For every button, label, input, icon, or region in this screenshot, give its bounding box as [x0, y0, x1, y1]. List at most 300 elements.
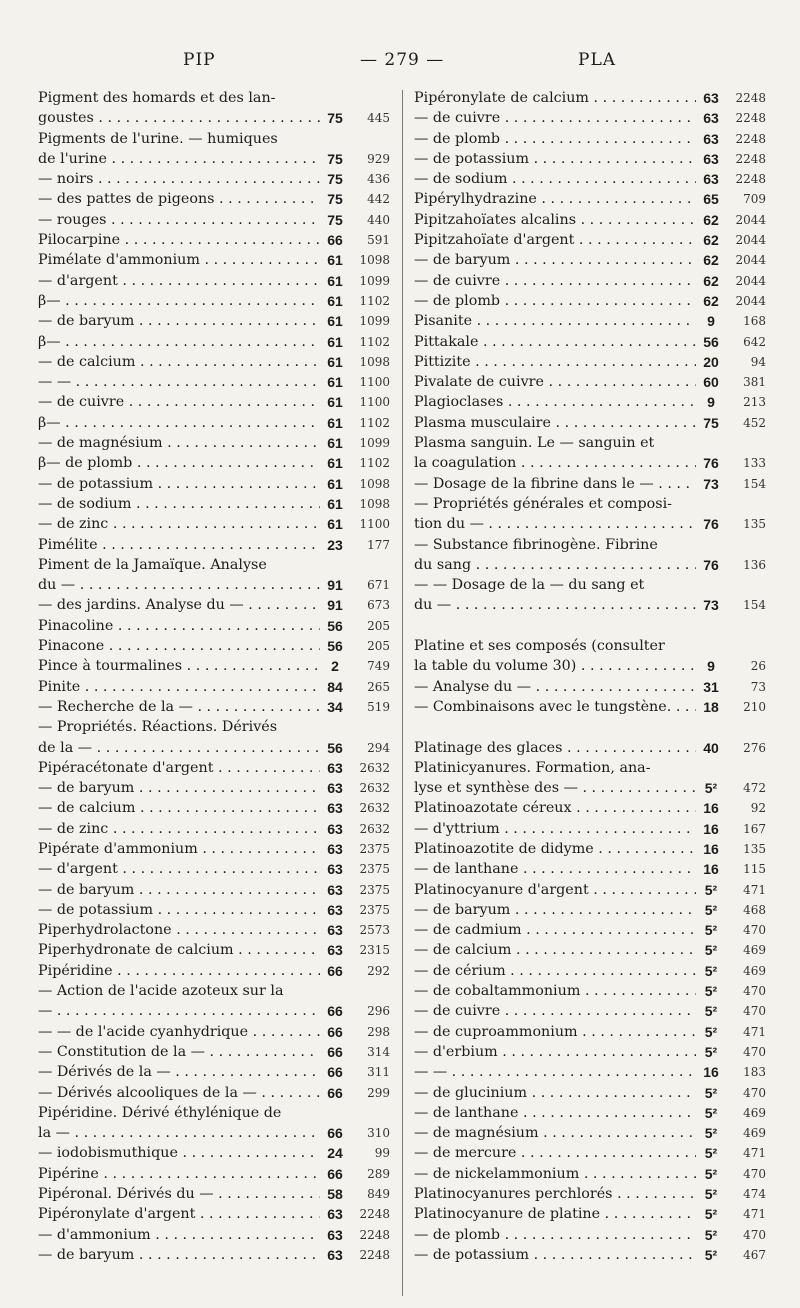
index-entry	[414, 1164, 766, 1184]
entry-term: Pinacoline	[38, 617, 114, 634]
entry-volume: 62	[703, 232, 719, 249]
index-entry	[38, 961, 390, 981]
index-entry	[38, 1042, 390, 1062]
entry-page: 671	[367, 578, 390, 593]
entry-volume: 61	[327, 455, 343, 472]
entry-term: — de sodium	[414, 171, 508, 188]
entry-term: — de sodium	[38, 495, 132, 512]
entry-term: Pisanite	[414, 313, 473, 330]
entry-term: — des pattes de pigeons	[38, 191, 215, 208]
index-entry	[414, 169, 766, 189]
entry-volume: 5²	[704, 1246, 718, 1263]
entry-page: 709	[743, 192, 766, 207]
entry-volume: 2	[331, 658, 339, 675]
entry-page: 470	[743, 1044, 766, 1059]
entry-term: de l'urine	[38, 150, 107, 167]
entry-page: 2248	[735, 151, 766, 166]
entry-volume: 63	[327, 780, 343, 797]
entry-volume: 61	[327, 252, 343, 269]
entry-volume: 62	[703, 272, 719, 289]
entry-volume: 91	[327, 597, 343, 614]
index-entry	[414, 575, 766, 595]
index-entry	[38, 656, 390, 676]
entry-term: Pivalate de cuivre	[414, 374, 544, 391]
entry-volume: 5²	[704, 1206, 718, 1223]
entry-term: — de baryum	[414, 901, 511, 918]
entry-page: 94	[750, 354, 766, 369]
entry-term: — de cuivre	[38, 394, 125, 411]
entry-page: 471	[743, 1024, 766, 1039]
index-entry	[414, 250, 766, 270]
index-entry	[38, 129, 390, 149]
entry-volume: 16	[703, 800, 719, 817]
entry-term: — de lanthane	[414, 1104, 519, 1121]
index-entry	[38, 1245, 390, 1265]
entry-page: 168	[743, 314, 766, 329]
entry-page: 299	[367, 1085, 390, 1100]
entry-term: — —	[414, 1064, 448, 1081]
index-entry	[414, 1001, 766, 1021]
entry-term: Pimélate d'ammonium	[38, 252, 200, 269]
entry-page: 470	[743, 1085, 766, 1100]
entry-term: Pipéronylate d'argent	[38, 1206, 196, 1223]
entry-term: Pipitzahoïate d'argent	[414, 232, 575, 249]
entry-volume: 58	[327, 1186, 343, 1203]
entry-term: — de cérium	[414, 962, 506, 979]
entry-volume: 16	[703, 1064, 719, 1081]
entry-page: 452	[743, 415, 766, 430]
entry-page: 1098	[359, 354, 390, 369]
entry-term: Plasma sanguin. Le — sanguin et	[414, 435, 655, 452]
entry-volume: 5²	[704, 780, 718, 797]
entry-page: 467	[743, 1247, 766, 1262]
entry-page: 1099	[359, 273, 390, 288]
entry-volume: 62	[703, 292, 719, 309]
entry-page: 442	[367, 192, 390, 207]
index-entry	[38, 920, 390, 940]
entry-page: 1100	[359, 395, 390, 410]
index-entry	[38, 798, 390, 818]
entry-term: — de potassium	[414, 150, 530, 167]
index-entry	[414, 900, 766, 920]
entry-term: — de lanthane	[414, 861, 519, 878]
entry-volume: 5²	[704, 1084, 718, 1101]
entry-volume: 63	[703, 110, 719, 127]
entry-page: 2375	[359, 841, 390, 856]
entry-page: 167	[743, 821, 766, 836]
entry-volume: 63	[327, 901, 343, 918]
entry-page: 2632	[359, 801, 390, 816]
entry-page: 292	[367, 963, 390, 978]
entry-term: — d'ammonium	[38, 1226, 151, 1243]
entry-term: Pipérate d'ammonium	[38, 840, 198, 857]
entry-page: 2375	[359, 862, 390, 877]
entry-term: Platinicyanures. Formation, ana-	[414, 759, 651, 776]
entry-volume: 61	[327, 495, 343, 512]
entry-term: Platinocyanure d'argent	[414, 881, 589, 898]
index-entry	[414, 1103, 766, 1123]
entry-page: 472	[743, 781, 766, 796]
entry-volume: 66	[327, 1165, 343, 1182]
entry-page: 314	[367, 1044, 390, 1059]
entry-page: 470	[743, 923, 766, 938]
index-entry	[38, 474, 390, 494]
entry-volume: 75	[327, 191, 343, 208]
entry-page: 183	[743, 1065, 766, 1080]
entry-term: — de calcium	[38, 353, 136, 370]
index-entry	[38, 575, 390, 595]
entry-page: 2315	[359, 943, 390, 958]
entry-page: 2044	[735, 273, 766, 288]
entry-page: 929	[367, 151, 390, 166]
entry-volume: 5²	[704, 962, 718, 979]
entry-term: Pipéronylate de calcium	[414, 90, 589, 106]
entry-term: — de mercure	[414, 1145, 517, 1162]
entry-page: 73	[750, 679, 766, 694]
index-entry	[38, 1001, 390, 1021]
index-entry	[38, 108, 390, 128]
entry-volume: 5²	[704, 1165, 718, 1182]
index-entry	[414, 271, 766, 291]
entry-term: — de baryum	[38, 1246, 135, 1263]
entry-volume: 61	[327, 333, 343, 350]
entry-term: Pinacone	[38, 638, 105, 655]
entry-volume: 61	[327, 394, 343, 411]
entry-term: —	[38, 1003, 53, 1020]
entry-term: — de potassium	[414, 1246, 530, 1263]
entry-term: Pipérylhydrazine	[414, 191, 537, 208]
entry-term: — de cuivre	[414, 110, 501, 127]
entry-volume: 61	[327, 374, 343, 391]
entry-term: du sang	[414, 556, 472, 573]
entry-page: 673	[367, 598, 390, 613]
entry-volume: 75	[327, 150, 343, 167]
index-entry	[38, 494, 390, 514]
entry-page: 265	[367, 679, 390, 694]
entry-page: 470	[743, 1166, 766, 1181]
entry-page: 849	[367, 1187, 390, 1202]
entry-volume: 66	[327, 1125, 343, 1142]
entry-page: 2632	[359, 760, 390, 775]
entry-volume: 63	[327, 820, 343, 837]
entry-term: — Dérivés de la —	[38, 1064, 171, 1081]
entry-volume: 66	[327, 232, 343, 249]
entry-volume: 5²	[704, 1023, 718, 1040]
index-entry	[414, 332, 766, 352]
entry-term: — de zinc	[38, 820, 109, 837]
entry-page: 99	[374, 1146, 390, 1161]
index-entry	[38, 1123, 390, 1143]
index-entry	[38, 1204, 390, 1224]
entry-term: — Analyse du —	[414, 678, 532, 695]
index-entry	[414, 555, 766, 575]
entry-page: 471	[743, 1207, 766, 1222]
entry-page: 1102	[359, 334, 390, 349]
entry-volume: 66	[327, 1043, 343, 1060]
index-entry	[414, 1083, 766, 1103]
entry-term: — Substance fibrinogène. Fibrine	[414, 536, 658, 553]
entry-term: — de baryum	[414, 252, 511, 269]
entry-page: 115	[743, 862, 766, 877]
entry-term: du —	[414, 597, 452, 614]
index-entry	[38, 210, 390, 230]
entry-term: — de cobaltammonium	[414, 983, 581, 1000]
entry-term: — d'argent	[38, 272, 118, 289]
page-number: — 279 —	[360, 50, 445, 70]
entry-page: 469	[743, 943, 766, 958]
index-entry	[38, 189, 390, 209]
entry-term: Piperhydrolactone	[38, 922, 172, 939]
header-right-guide-word: PLA	[578, 50, 617, 70]
index-entry	[414, 798, 766, 818]
entry-volume: 5²	[704, 1003, 718, 1020]
entry-term: — de plomb	[414, 1226, 501, 1243]
entry-volume: 5²	[704, 1104, 718, 1121]
entry-volume: 63	[703, 90, 719, 106]
index-entry	[38, 940, 390, 960]
index-entry	[38, 981, 390, 1001]
entry-term: Pinite	[38, 678, 81, 695]
index-entry	[38, 616, 390, 636]
index-column-right	[414, 88, 766, 1265]
entry-term: — d'argent	[38, 861, 118, 878]
entry-term: — de plomb	[414, 292, 501, 309]
entry-term: — de potassium	[38, 475, 154, 492]
entry-volume: 18	[703, 698, 719, 715]
entry-volume: 5²	[704, 922, 718, 939]
entry-volume: 16	[703, 861, 719, 878]
index-entry	[414, 149, 766, 169]
index-entry	[38, 1062, 390, 1082]
entry-volume: 63	[327, 861, 343, 878]
entry-page: 591	[367, 233, 390, 248]
index-entry	[414, 758, 766, 778]
index-entry	[38, 758, 390, 778]
index-entry	[414, 1225, 766, 1245]
entry-page: 210	[743, 699, 766, 714]
entry-page: 469	[743, 1126, 766, 1141]
index-entry	[38, 555, 390, 575]
entry-term: — Propriétés générales et composi-	[414, 495, 672, 512]
entry-volume: 56	[703, 333, 719, 350]
entry-page: 2573	[359, 923, 390, 938]
index-entry	[414, 819, 766, 839]
entry-term: — de plomb	[414, 130, 501, 147]
entry-term: — de baryum	[38, 881, 135, 898]
entry-volume: 63	[327, 840, 343, 857]
entry-volume: 76	[703, 516, 719, 533]
entry-term: Platinoazotate céreux	[414, 800, 572, 817]
entry-page: 2044	[735, 293, 766, 308]
entry-page: 470	[743, 1004, 766, 1019]
index-entry	[414, 210, 766, 230]
entry-volume: 31	[703, 678, 719, 695]
index-entry	[414, 129, 766, 149]
entry-page: 469	[743, 1105, 766, 1120]
entry-page: 205	[367, 639, 390, 654]
entry-term: la coagulation	[414, 455, 517, 472]
entry-term: — de nickelammonium	[414, 1165, 580, 1182]
index-entry	[38, 900, 390, 920]
entry-volume: 63	[703, 171, 719, 188]
index-entry	[414, 778, 766, 798]
index-entry	[38, 413, 390, 433]
entry-page: 1099	[359, 436, 390, 451]
entry-volume: 61	[327, 475, 343, 492]
index-entry	[414, 453, 766, 473]
index-entry	[414, 738, 766, 758]
index-entry	[38, 230, 390, 250]
index-entry	[38, 535, 390, 555]
entry-page: 177	[367, 537, 390, 552]
entry-term: Pittizite	[414, 353, 471, 370]
entry-page: 154	[743, 598, 766, 613]
entry-volume: 61	[327, 435, 343, 452]
index-column-left	[38, 88, 390, 1265]
entry-term: Pipéridine	[38, 962, 113, 979]
entry-volume: 73	[703, 597, 719, 614]
entry-page: 1102	[359, 456, 390, 471]
entry-volume: 76	[703, 556, 719, 573]
entry-term: Pipérine	[38, 1165, 99, 1182]
entry-page: 310	[367, 1126, 390, 1141]
entry-page: 2632	[359, 781, 390, 796]
index-entry	[38, 1225, 390, 1245]
index-entry	[38, 271, 390, 291]
entry-volume: 63	[703, 130, 719, 147]
index-entry	[38, 1103, 390, 1123]
entry-page: 213	[743, 395, 766, 410]
entry-volume: 84	[327, 678, 343, 695]
entry-page: 470	[743, 984, 766, 999]
entry-term: β—	[38, 414, 61, 431]
entry-term: Pimélite	[38, 536, 98, 553]
index-entry	[38, 250, 390, 270]
section-gap	[414, 616, 766, 636]
entry-page: 296	[367, 1004, 390, 1019]
index-entry	[414, 474, 766, 494]
index-entry	[38, 677, 390, 697]
entry-term: — de calcium	[414, 942, 512, 959]
index-entry	[38, 352, 390, 372]
index-entry	[414, 1204, 766, 1224]
index-entry	[414, 1143, 766, 1163]
index-entry	[414, 88, 766, 108]
entry-page: 2248	[735, 91, 766, 105]
entry-page: 133	[743, 456, 766, 471]
index-entry	[414, 1123, 766, 1143]
entry-page: 1100	[359, 375, 390, 390]
entry-volume: 63	[703, 150, 719, 167]
entry-page: 471	[743, 882, 766, 897]
index-entry	[414, 433, 766, 453]
index-entry	[414, 311, 766, 331]
entry-page: 468	[743, 902, 766, 917]
entry-volume: 61	[327, 272, 343, 289]
entry-term: — de magnésium	[414, 1125, 539, 1142]
entry-term: Pigments de l'urine. — humiques	[38, 130, 278, 147]
entry-page: 469	[743, 963, 766, 978]
entry-term: — de baryum	[38, 313, 135, 330]
entry-page: 749	[367, 659, 390, 674]
entry-page: 205	[367, 618, 390, 633]
index-entry	[38, 839, 390, 859]
index-entry	[38, 453, 390, 473]
entry-volume: 73	[703, 475, 719, 492]
entry-term: β— de plomb	[38, 455, 133, 472]
entry-term: Pince à tourmalines	[38, 658, 183, 675]
entry-term: la —	[38, 1125, 70, 1142]
entry-term: Platinocyanure de platine	[414, 1206, 601, 1223]
entry-volume: 40	[703, 739, 719, 756]
entry-volume: 66	[327, 1064, 343, 1081]
entry-volume: 5²	[704, 1226, 718, 1243]
index-entry	[414, 1062, 766, 1082]
entry-term: tion du —	[414, 516, 484, 533]
entry-volume: 5²	[704, 1125, 718, 1142]
index-entry	[38, 433, 390, 453]
entry-page: 311	[367, 1065, 390, 1080]
entry-term: β—	[38, 292, 61, 309]
entry-page: 2044	[735, 212, 766, 227]
index-entry	[38, 1083, 390, 1103]
entry-volume: 23	[327, 536, 343, 553]
entry-term: — Dosage de la fibrine dans le —	[414, 475, 654, 492]
entry-volume: 75	[327, 110, 343, 127]
entry-page: 474	[743, 1187, 766, 1202]
entry-page: 1100	[359, 517, 390, 532]
entry-volume: 34	[327, 698, 343, 715]
entry-volume: 63	[327, 1246, 343, 1263]
entry-volume: 62	[703, 252, 719, 269]
index-entry	[414, 189, 766, 209]
entry-term: — Propriétés. Réactions. Dérivés	[38, 719, 278, 736]
entry-term: Pigment des homards et des lan-	[38, 90, 276, 106]
entry-volume: 61	[327, 353, 343, 370]
entry-term: — Recherche de la —	[38, 698, 193, 715]
entry-page: 440	[367, 212, 390, 227]
index-entry	[414, 839, 766, 859]
index-entry	[414, 1042, 766, 1062]
entry-term: — de cuivre	[414, 1003, 501, 1020]
entry-page: 154	[743, 476, 766, 491]
entry-page: 471	[743, 1146, 766, 1161]
index-entry	[414, 880, 766, 900]
entry-term: du —	[38, 577, 76, 594]
entry-volume: 5²	[704, 1186, 718, 1203]
entry-page: 2248	[359, 1207, 390, 1222]
entry-volume: 5²	[704, 983, 718, 1000]
entry-volume: 66	[327, 1003, 343, 1020]
entry-volume: 63	[327, 759, 343, 776]
index-entry	[414, 595, 766, 615]
index-entry	[38, 332, 390, 352]
entry-term: — noirs	[38, 171, 94, 188]
entry-page: 294	[367, 740, 390, 755]
index-entry	[414, 859, 766, 879]
entry-volume: 16	[703, 840, 719, 857]
entry-term: — de calcium	[38, 800, 136, 817]
index-entry	[414, 352, 766, 372]
index-entry	[414, 1245, 766, 1265]
entry-volume: 66	[327, 1023, 343, 1040]
index-entry	[38, 291, 390, 311]
entry-term: Pipéridine. Dérivé éthylénique de	[38, 1104, 282, 1121]
entry-term: de la —	[38, 739, 93, 756]
entry-term: Pipitzahoïates alcalins	[414, 211, 577, 228]
index-entry	[38, 1022, 390, 1042]
entry-page: 2632	[359, 821, 390, 836]
